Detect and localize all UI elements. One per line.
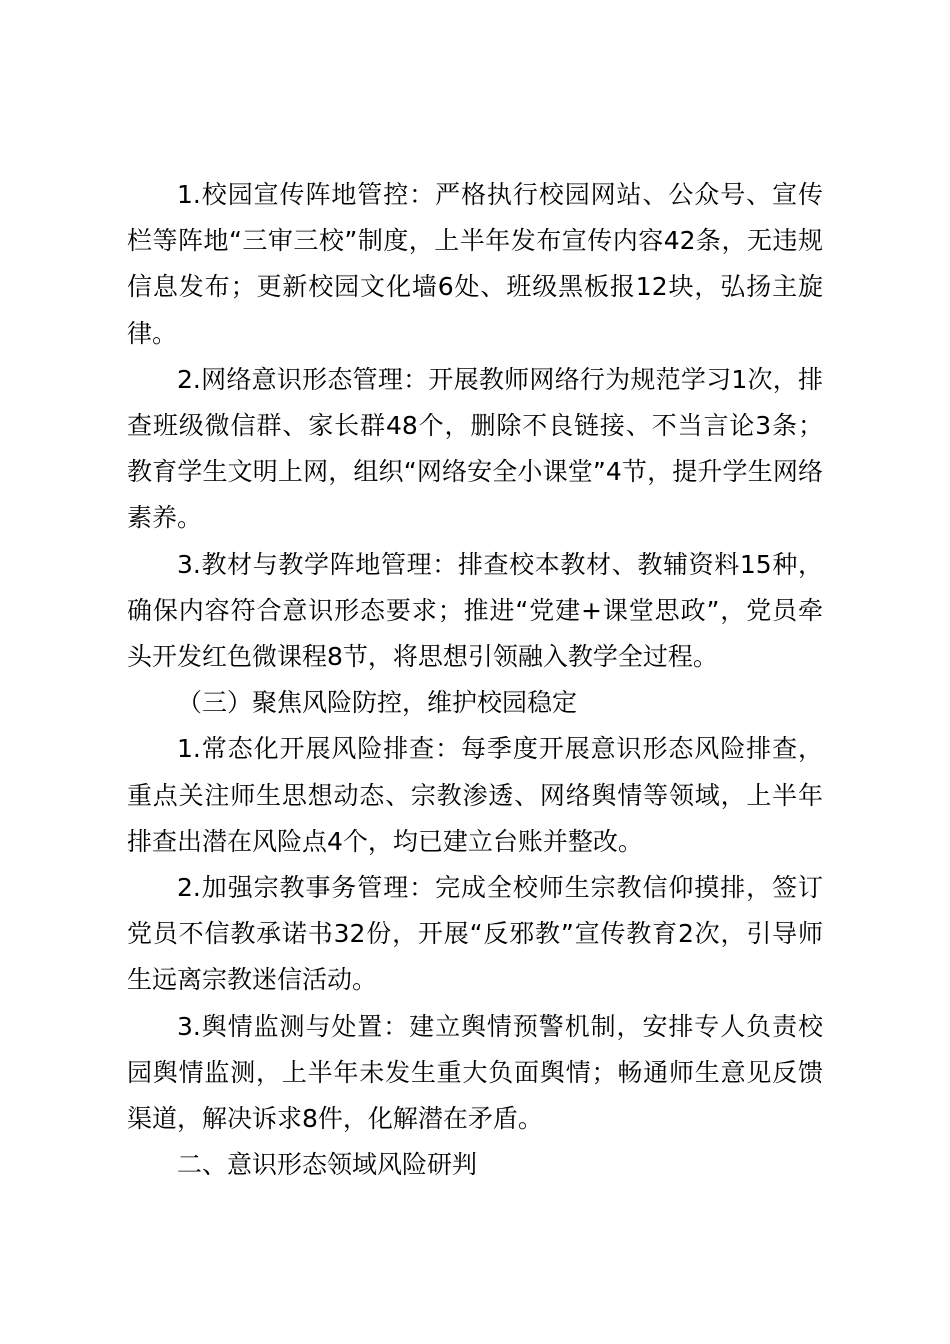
paragraph-publicity-control: 1.校园宣传阵地管控：严格执行校园网站、公众号、宣传栏等阵地“三审三校”制度，上半年发布宣传内容42条，无违规信息发布；更新校园文化墙6处、班级黑板报12块，弘扬主旋律。 xyxy=(127,180,823,348)
paragraph-teaching-materials: 3.教材与教学阵地管理：排查校本教材、教辅资料15种，确保内容符合意识形态要求；推进“党建+课堂思政”，党员牵头开发红色微课程8节，将思想引领融入教学全过程。 xyxy=(127,549,823,672)
paragraph-religious-affairs: 2.加强宗教事务管理：完成全校师生宗教信仰摸排，签订党员不信教承诺书32份，开展“反邪教”宣传教育2次，引导师生远离宗教迷信活动。 xyxy=(127,873,823,995)
paragraph-risk-screening: 1.常态化开展风险排查：每季度开展意识形态风险排查，重点关注师生思想动态、宗教渗透、网络舆情等领域，上半年排查出潜在风险点4个，均已建立台账并整改。 xyxy=(127,734,823,856)
paragraph-public-opinion: 3.舆情监测与处置：建立舆情预警机制，安排专人负责校园舆情监测，上半年未发生重大负面舆情；畅通师生意见反馈渠道，解决诉求8件，化解潜在矛盾。 xyxy=(127,1011,823,1134)
section-heading-risk-assessment: 二、意识形态领域风险研判 xyxy=(177,1150,478,1180)
section-heading-risk-control: （三）聚焦风险防控，维护校园稳定 xyxy=(177,688,578,718)
paragraph-network-ideology: 2.网络意识形态管理：开展教师网络行为规范学习1次，排查班级微信群、家长群48个，删除不良链接、不当言论3条；教育学生文明上网，组织“网络安全小课堂”4节，提升学生网络素养。 xyxy=(127,364,823,533)
document-body xyxy=(127,172,823,1188)
